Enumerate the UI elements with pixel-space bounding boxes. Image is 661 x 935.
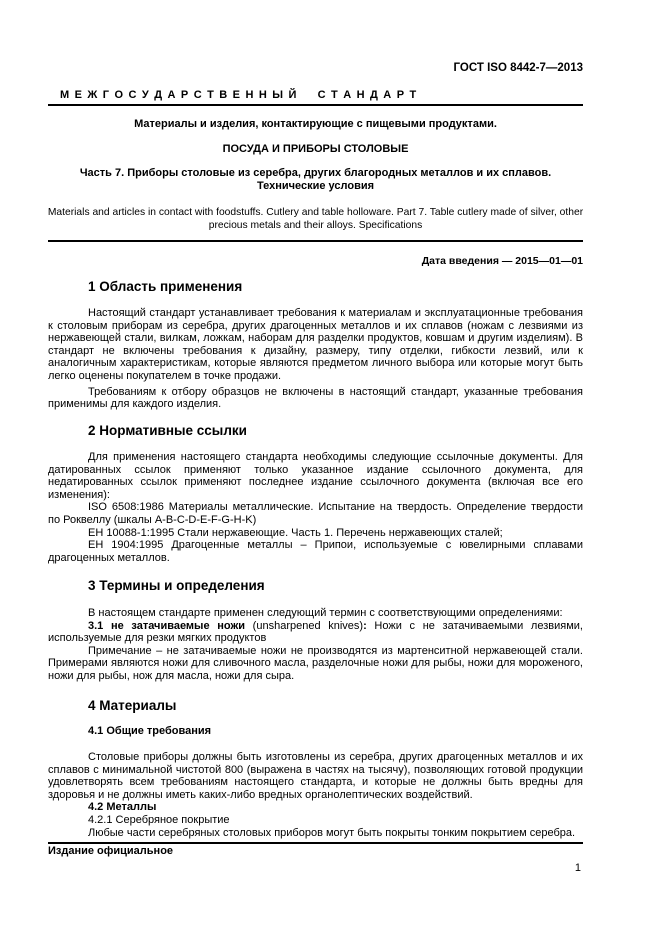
note: Примечание – не затачиваемые ножи не производятся из мартенситной нержавеющей стали. Примерами являются ножи для сливочного масла, разделочные ножи для рыбы, ножи для мороженого, ножи для рыбы, нож для масла, ножи для сыра. [48,644,583,682]
standard-type: М Е Ж Г О С У Д А Р С Т В Е Н Н Ы Й С Т А Н Д А Р Т [60,89,417,101]
subtitle: Материалы и изделия, контактирующие с пищевыми продуктами. [134,118,497,130]
term-name: 3.1 не затачиваемые ножи [88,619,246,632]
section-3-heading: 3 Термины и определения [88,578,265,593]
paragraph: В настоящем стандарте применен следующий термин с соответствующими определениями: [88,607,563,619]
header-rule [48,104,583,106]
edition-label: Издание официальное [48,845,174,857]
subsection-4-2-heading: 4.2 Металлы [88,801,157,814]
paragraph: Любые части серебряных столовых приборов могут быть покрыты тонким покрытием серебра. [88,826,576,839]
section-1-heading: 1 Область применения [88,279,243,294]
part-line-1: Часть 7. Приборы столовые из серебра, других благородных металлов и их сплавов. [79,167,552,179]
paragraph: Требованиям к отбору образцов не включены в настоящий стандарт, указанные требования применимы для каждого изделия. [48,385,583,411]
section-1-body [48,307,583,411]
title-rule [48,240,583,242]
paragraph: ЕН 10088-1:1995 Стали нержавеющие. Часть 1. Перечень нержавеющих сталей; [88,526,503,539]
paragraph: ЕН 1904:1995 Драгоценные металлы – Припои, используемые с ювелирными сплавами драгоценных металлов. [48,539,583,564]
term-english: (unsharpened knives) [245,619,364,632]
term-colon: : [363,619,367,632]
part-title [48,167,583,192]
section-2-body [48,451,583,564]
doc-title: ПОСУДА И ПРИБОРЫ СТОЛОВЫЕ [222,143,409,155]
paragraph: ISO 6508:1986 Материалы металлические. Испытание на твердость. Определение твердости по Роквеллу (шкалы A-B-C-D-E-F-G-H-K) [48,501,583,526]
subsection-4-2-1-heading: 4.2.1 Серебряное покрытие [88,813,230,826]
section-2-heading: 2 Нормативные ссылки [88,423,247,438]
document-code: ГОСТ ISO 8442-7—2013 [453,62,583,74]
term-text: Ножи с не затачиваемыми лезвиями, используемые для резки мягких продуктов [48,619,583,645]
paragraph: Столовые приборы должны быть изготовлены из серебра, других драгоценных металлов и их сплавов с минимальной чистотой 800 (выражена в частях на тысячу), позволяющих готовой продукции удовлетворять всем требованиям настоящего стандарта, и которые не должны быть вредны для здоровья и не должны иметь каких-либо вредных органолептических воздействий. [48,751,583,801]
section-4-body [48,751,583,839]
english-title: Materials and articles in contact with foodstuffs. Cutlery and table holloware. Part 7. Table cutlery made of silver, other precious metals and their alloys. Specifications [47,207,584,231]
section-4-heading: 4 Материалы [88,698,177,713]
footer-rule [48,842,583,844]
paragraph: Для применения настоящего стандарта необходимы следующие ссылочные документы. Для датированных ссылок применяют только указанное издание ссылочного документа, для недатированных ссылок применяют последнее издание ссылочного документа (включая все его изменения): [48,451,583,501]
subsection-4-1-heading: 4.1 Общие требования [88,725,212,737]
paragraph: Настоящий стандарт устанавливает требования к материалам и эксплуатационные требования к столовым приборам из серебра, других драгоценных металлов и их сплавов (ножам с лезвиями из нержавеющей стали, вилкам, ложкам, наборам для разделки продуктов, ковшам и другим изделиям). В стандарт не включены требования к дизайну, размеру, типу отделки, гибкости лезвий, или к аналогичным характеристикам, которые являются предметом личного выбора или которые могут быть легко оценены покупателем в точке продажи. [48,307,583,382]
page-number: 1 [574,862,581,874]
part-line-2: Технические условия [256,179,375,192]
intro-date: Дата введения — 2015—01—01 [421,255,583,267]
term-definition [48,620,583,645]
section-3-body [48,607,583,683]
